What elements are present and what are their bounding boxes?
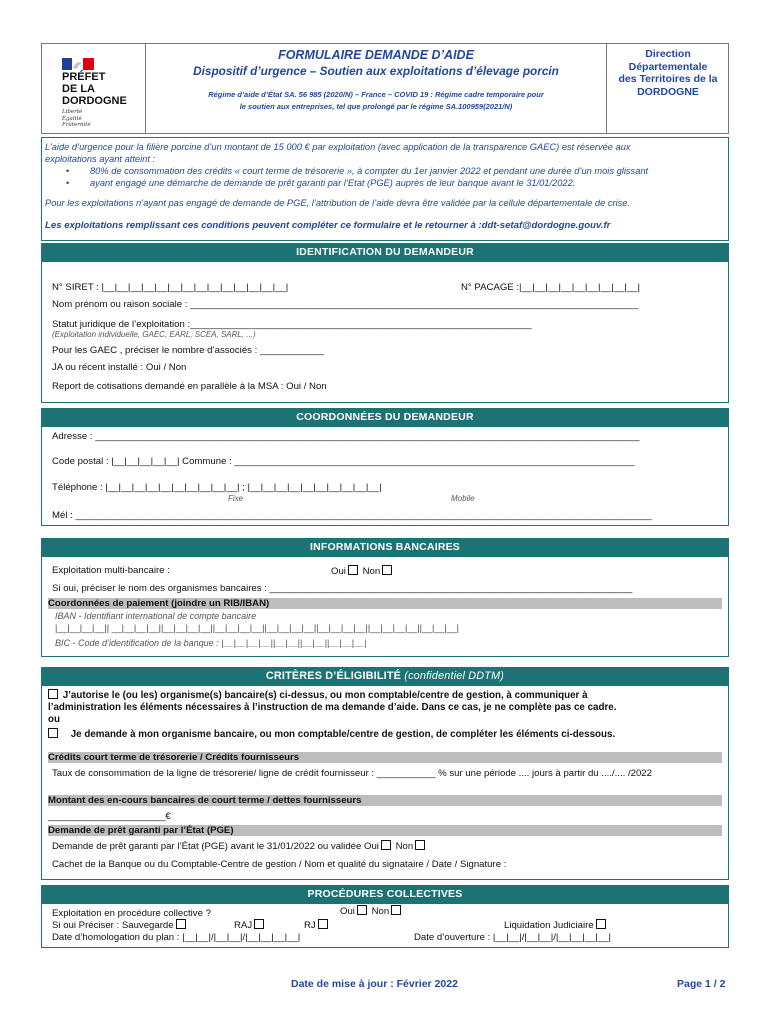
pge-label: Demande de prêt garanti par l’État (PGE) avant le 31/01/2022 ou validée Oui xyxy=(52,841,379,852)
pge-field[interactable] xyxy=(52,840,427,852)
adresse-field[interactable]: Adresse : ______________________________________________________________________________________________________ xyxy=(52,431,640,442)
non-label: Non xyxy=(371,906,390,917)
montant-heading: Montant des en-cours bancaires de court terme / dettes fournisseurs xyxy=(48,795,722,806)
multi-bancaire-label: Exploitation multi-bancaire : xyxy=(52,565,170,576)
direction-line: des Territoires de la xyxy=(618,73,718,85)
telephone-field[interactable]: Téléphone : |__|__|__|__|__|__|__|__|__|__| ; |__|__|__|__|__|__|__|__|__|__| xyxy=(52,482,382,493)
checkbox-demande[interactable] xyxy=(48,728,58,738)
logo-line: DE LA xyxy=(62,83,95,95)
intro-bullet: 80% de consommation des crédits « court terme de trésorerie », à compter du 1er janvier 2022 et pendant une durée d’un mois glissant xyxy=(90,166,649,176)
statut-hint: (Exploitation individuelle, GAEC, EARL, SCEA, SARL, ...) xyxy=(52,330,256,339)
section-title-identification: IDENTIFICATION DU DEMANDEUR xyxy=(41,243,729,261)
cachet-field[interactable]: Cachet de la Banque ou du Comptable-Centre de gestion / Nom et qualité du signataire / Date / Signature : xyxy=(52,859,507,870)
organismes-field[interactable]: Si oui, préciser le nom des organismes bancaires : ____________________________________________________________________ xyxy=(52,583,633,594)
pge-note: Pour les exploitations n’ayant pas engagé de demande de PGE, l’attribution de l’aide devra être validée par la cellule départementale de crise. xyxy=(45,198,631,208)
prefet-logo-text xyxy=(62,71,127,107)
checkbox-autorise[interactable] xyxy=(48,689,58,699)
iban-field[interactable]: |__|__|__|__|| __|__|__|__||__|__|__|__||__|__|__|__||__|__|__|__||__|__|__|__||__|__|__|__||__|__|__| xyxy=(55,623,460,633)
rj-option[interactable] xyxy=(304,919,330,931)
section-title-criteres xyxy=(41,667,729,685)
taux-field[interactable]: Taux de consommation de la ligne de trésorerie/ ligne de crédit fournisseur : ___________ % sur une période .... jours à partir du ..../.... /2022 xyxy=(52,768,652,779)
montant-field[interactable]: ______________________€ xyxy=(48,811,171,822)
checkbox-collective-oui[interactable] xyxy=(357,905,367,915)
direction-block xyxy=(607,48,729,98)
multi-bancaire-choice[interactable] xyxy=(331,565,394,577)
sauvegarde-option[interactable] xyxy=(52,919,188,931)
ou-label: ou xyxy=(48,714,60,725)
siret-field[interactable]: N° SIRET : |__|__|__|__|__|__|__|__|__|__|__|__|__|__| xyxy=(52,282,289,293)
mobile-label: Mobile xyxy=(451,494,475,503)
mel-field[interactable]: Mél : ____________________________________________________________________________________________________________ xyxy=(52,510,652,521)
checkbox-non[interactable] xyxy=(382,565,392,575)
homologation-field[interactable]: Date d’homologation du plan : |__|__|/|__|__|/|__|__|__|__| xyxy=(52,932,301,943)
criteres-title: CRITÈRES D’ÉLIGIBILITÉ xyxy=(265,670,402,682)
direction-line: Départementale xyxy=(628,60,708,73)
checkbox-rj[interactable] xyxy=(318,919,328,929)
paiement-heading: Coordonnées de paiement (joindre un RIB/IBAN) xyxy=(48,598,722,609)
regime-line: le soutien aux entreprises, tel que prolongé par le régime SA.100959(2021/N) xyxy=(239,102,513,111)
liquidation-label: Liquidation Judiciaire xyxy=(504,920,594,931)
intro-line: exploitations ayant atteint : xyxy=(45,154,156,164)
marianne-flag-icon xyxy=(62,58,94,70)
checkbox-collective-non[interactable] xyxy=(391,905,401,915)
non-label: Non xyxy=(362,566,381,577)
section-title-procedures: PROCÉDURES COLLECTIVES xyxy=(41,885,729,903)
return-note: Les exploitations remplissant ces conditions peuvent compléter ce formulaire et le retourner à :ddt-setaf@dordogne.gouv.fr xyxy=(45,220,611,231)
section-title-coordonnees: COORDONNÉES DU DEMANDEUR xyxy=(41,408,729,426)
checkbox-pge-non[interactable] xyxy=(415,840,425,850)
oui-label: Oui xyxy=(340,906,355,917)
pacage-field[interactable]: N° PACAGE :|__|__|__|__|__|__|__|__|__| xyxy=(461,282,640,293)
checkbox-raj[interactable] xyxy=(254,919,264,929)
collective-choice[interactable] xyxy=(340,905,403,917)
demande-option[interactable] xyxy=(48,728,615,740)
autorise-line: J’autorise le (ou les) organisme(s) bancaire(s) ci-dessus, ou mon comptable/centre de gestion, à communiquer à xyxy=(62,690,588,701)
update-date: Date de mise à jour : Février 2022 xyxy=(291,978,458,990)
liquidation-option[interactable] xyxy=(504,919,608,931)
form-subtitle: Dispositif d’urgence – Soutien aux exploitations d’élevage porcin xyxy=(193,64,559,78)
page-number: Page 1 / 2 xyxy=(677,978,726,990)
statut-field[interactable]: Statut juridique de l’exploitation :________________________________________________________________ xyxy=(52,319,532,330)
raj-option[interactable] xyxy=(234,919,266,931)
intro-line: L’aide d’urgence pour la filière porcine d’un montant de 15 000 € par exploitation (avec application de la transparence GAEC) est réservée aux xyxy=(45,142,631,152)
regime-line: Régime d’aide d’État SA. 56 985 (2020/N) – France – COVID 19 : Régime cadre temporaire pour xyxy=(208,90,544,99)
logo-line: DORDOGNE xyxy=(62,95,127,107)
code-postal-field[interactable]: Code postal : |__|__|__|__|__| Commune : ___________________________________________________________________________ xyxy=(52,456,635,467)
oui-label: Oui xyxy=(331,566,346,577)
checkbox-pge-oui[interactable] xyxy=(381,840,391,850)
bullet-icon: • xyxy=(66,178,70,188)
logo-line: PRÉFET xyxy=(62,71,106,83)
ja-field[interactable]: JA ou récent installé : Oui / Non xyxy=(52,362,187,373)
checkbox-oui[interactable] xyxy=(348,565,358,575)
motto-line: Égalité xyxy=(62,115,82,122)
fixe-label: Fixe xyxy=(228,494,244,503)
intro-bullet: ayant engagé une démarche de demande de prêt garanti par l’Etat (PGE) auprès de leur banque avant le 31/01/2022. xyxy=(90,178,576,188)
criteres-suffix: (confidentiel DDTM) xyxy=(404,670,505,682)
autorise-line: l’administration les éléments nécessaires à l’instruction de ma demande d’aide. Dans ce cas, je ne complète pas ce cadre. xyxy=(48,702,617,713)
direction-line: Direction xyxy=(645,48,691,60)
non-label: Non xyxy=(395,841,414,852)
checkbox-sauvegarde[interactable] xyxy=(176,919,186,929)
msa-field[interactable]: Report de cotisations demandé en parallèle à la MSA : Oui / Non xyxy=(52,381,327,392)
demande-line: Je demande à mon organisme bancaire, ou mon comptable/centre de gestion, de compléter les éléments ci-dessous. xyxy=(70,729,616,740)
motto-line: Fraternité xyxy=(62,122,91,128)
collective-label: Exploitation en procédure collective ? xyxy=(52,908,211,919)
credits-heading: Crédits court terme de trésorerie / Crédits fournisseurs xyxy=(48,752,722,763)
checkbox-liquidation[interactable] xyxy=(596,919,606,929)
preciser-label: Si oui Préciser : Sauvegarde xyxy=(52,920,174,931)
direction-line: DORDOGNE xyxy=(637,85,699,98)
bic-field[interactable]: BIC - Code d’identification de la banque : |__|__|__|__||__|__||__|__||__|__|__| xyxy=(55,638,367,648)
form-title: FORMULAIRE DEMANDE D’AIDE xyxy=(278,48,474,62)
raj-label: RAJ xyxy=(234,920,253,931)
motto xyxy=(62,109,91,129)
name-field[interactable]: Nom prénom ou raison sociale : ____________________________________________________________________________________ xyxy=(52,299,639,310)
pge-heading: Demande de prêt garanti par l’État (PGE) xyxy=(48,825,722,836)
bullet-icon: • xyxy=(66,166,70,176)
rj-label: RJ xyxy=(304,920,316,931)
motto-line: Liberté xyxy=(62,109,83,115)
ouverture-field[interactable]: Date d’ouverture : |__|__|/|__|__|/|__|__|__|__| xyxy=(414,932,612,943)
autorise-option[interactable] xyxy=(48,689,588,701)
iban-label: IBAN - Identifiant international de compte bancaire xyxy=(55,611,257,621)
gaec-field[interactable]: Pour les GAEC , préciser le nombre d’associés : ____________ xyxy=(52,345,324,356)
section-title-bancaires: INFORMATIONS BANCAIRES xyxy=(41,538,729,556)
